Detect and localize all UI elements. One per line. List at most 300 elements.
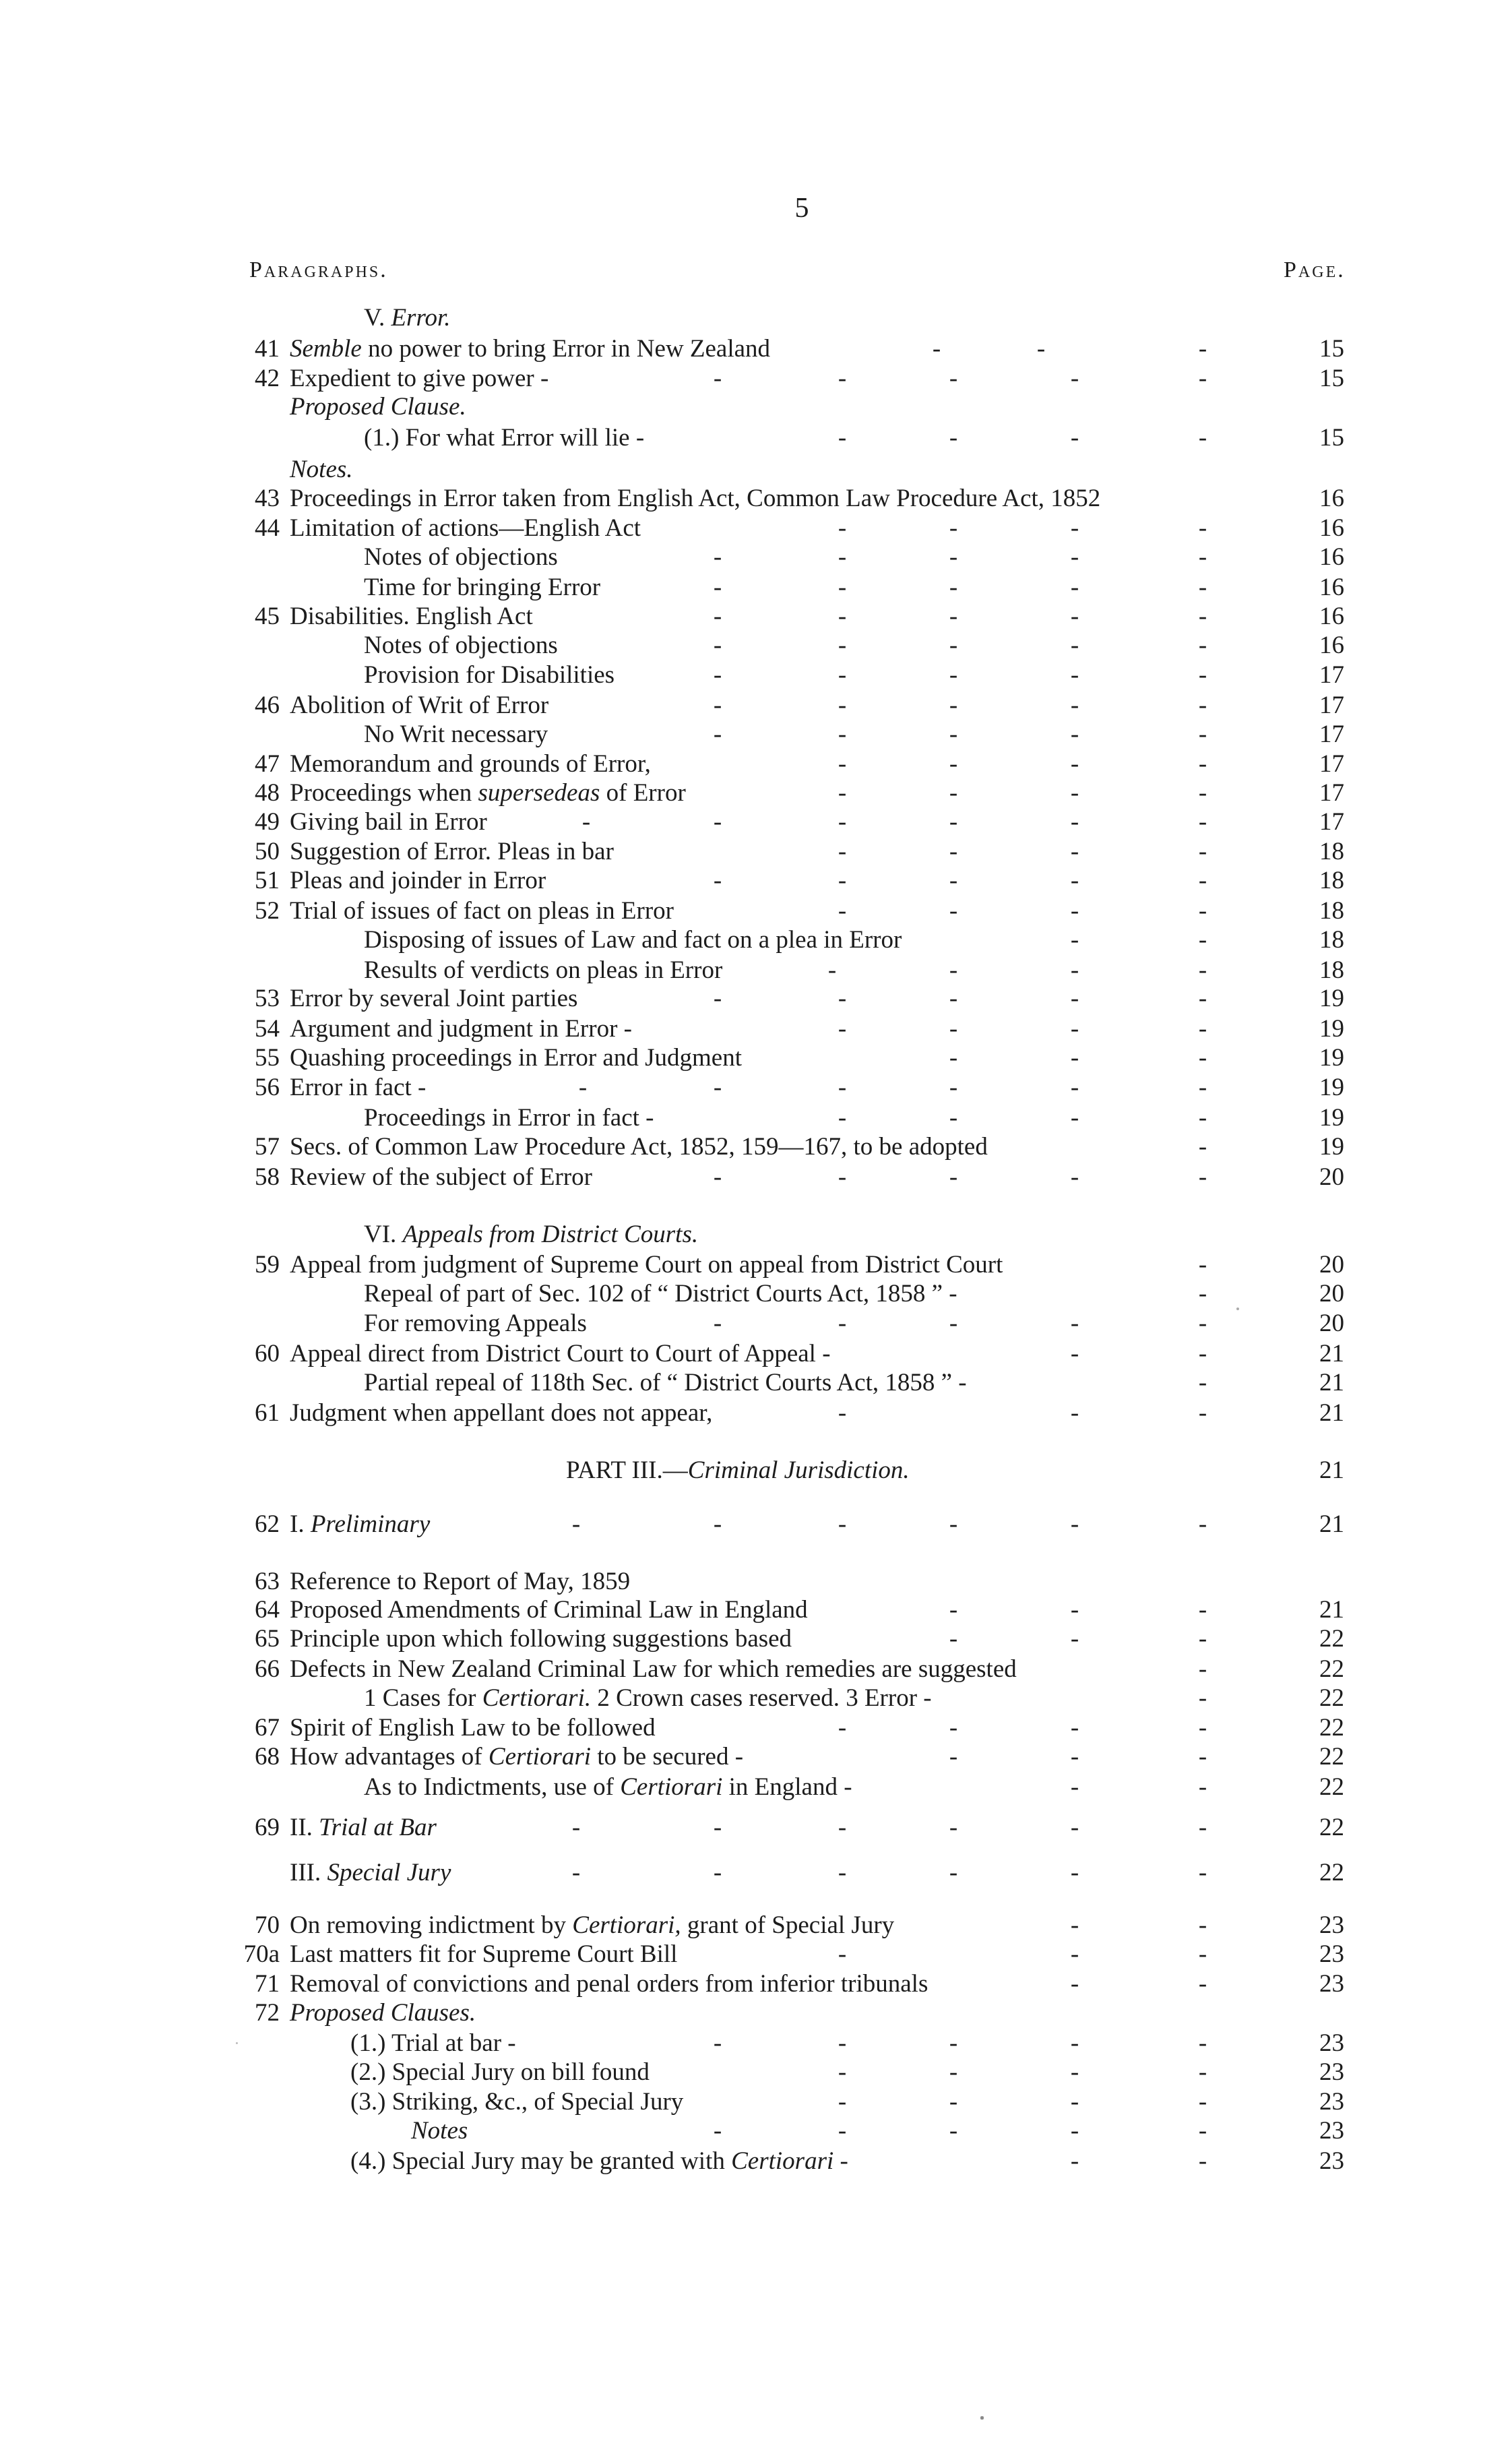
leader-dash: - (1198, 603, 1207, 630)
entry-text-text: Proposed Amendments of Criminal Law in England (290, 1596, 808, 1624)
leader-dash: - (949, 779, 958, 807)
leader-dash: - (949, 808, 958, 836)
leader-dash: - (838, 750, 847, 778)
leader-dash: - (1198, 1625, 1207, 1653)
entry-text-text: Results of verdicts on pleas in Error (364, 956, 723, 984)
entry-title (364, 1309, 587, 1339)
page-reference: 23 (1319, 1911, 1344, 1939)
entry-text-text: For removing Appeals (364, 1310, 587, 1337)
leader-dash: - (1070, 1625, 1079, 1653)
paragraph-number: 59 (255, 1251, 280, 1279)
leader-dash: - (1198, 1911, 1207, 1939)
leader-dash: - (838, 1074, 847, 1101)
entry-pre-text: On removing indictment by (290, 1911, 573, 1939)
entry-title (364, 1773, 852, 1802)
leader-dash: - (838, 1310, 847, 1337)
entry-title (364, 1684, 932, 1713)
entry-text-text: Time for bringing Error (364, 574, 601, 601)
entry-title (566, 1456, 910, 1485)
leader-dash: - (1198, 1814, 1207, 1841)
entry-title (364, 956, 722, 985)
entry-text-text: Provision for Disabilities (364, 661, 615, 689)
leader-dash: - (949, 1104, 958, 1132)
leader-dash: - (838, 1814, 847, 1841)
page-reference: 23 (1319, 1940, 1344, 1968)
toc-entry (0, 2058, 1512, 2087)
page-reference: 19 (1319, 1133, 1344, 1161)
leader-dash: - (1070, 897, 1079, 925)
page-reference: 22 (1319, 1655, 1344, 1683)
entry-text-text: Review of the subject of Error (290, 1163, 592, 1191)
leader-dash: - (949, 1310, 958, 1337)
entry-text-text: Certiorari (620, 1773, 723, 1801)
leader-dash: - (1070, 2147, 1079, 2175)
leader-dash: - (1070, 2058, 1079, 2086)
entry-text-text: Trial at Bar (319, 1814, 437, 1841)
leader-dash: - (1198, 1310, 1207, 1337)
paragraph-number: 42 (255, 365, 280, 392)
paragraph-number: 63 (255, 1568, 280, 1595)
entry-text-text: Repeal of part of Sec. 102 of “ District Courts Act, 1858 ” - (364, 1280, 957, 1308)
entry-text-text: Argument and judgment in Error - (290, 1015, 632, 1043)
paragraph-number: 48 (255, 779, 280, 807)
page-reference: 17 (1319, 808, 1344, 836)
leader-dash: - (1070, 574, 1079, 601)
page-reference: 23 (1319, 2058, 1344, 2086)
leader-dash: - (1198, 574, 1207, 601)
leader-dash: - (1070, 1714, 1079, 1742)
leader-dash: - (1198, 1340, 1207, 1367)
page-reference: 21 (1319, 1340, 1344, 1367)
toc-entry-70 (0, 1911, 1512, 1940)
leader-dash: - (949, 867, 958, 894)
page-reference: 22 (1319, 1814, 1344, 1841)
page-reference: 18 (1319, 838, 1344, 865)
toc-entry-62 (0, 1510, 1512, 1539)
entry-text-text: Expedient to give power - (290, 365, 549, 392)
toc-entry-48 (0, 778, 1512, 808)
leader-dash: - (1198, 691, 1207, 719)
leader-dash: - (1198, 779, 1207, 807)
entry-post-text: no power to bring Error in New Zealand (361, 335, 771, 363)
paragraph-number: 58 (255, 1163, 280, 1191)
leader-dash: - (1036, 335, 1046, 363)
paragraph-number: 72 (255, 1999, 280, 2027)
entry-text-text: Certiorari (488, 1743, 592, 1771)
leader-dash: - (1070, 808, 1079, 836)
toc-entry (0, 1309, 1512, 1339)
leader-dash: - (1198, 985, 1207, 1012)
toc-entry (0, 1103, 1512, 1133)
toc-entry-57 (0, 1132, 1512, 1162)
leader-dash: - (713, 1074, 722, 1101)
entry-text-text: Giving bail in Error (290, 808, 487, 836)
leader-dash: - (1070, 1596, 1079, 1624)
leader-dash: - (1198, 2058, 1207, 2086)
entry-pre-text: II. (290, 1814, 319, 1841)
page-reference: 16 (1319, 485, 1344, 512)
leader-dash: - (571, 1510, 581, 1538)
leader-dash: - (1070, 1970, 1079, 1998)
page-reference: 22 (1319, 1714, 1344, 1742)
leader-dash: - (1198, 2147, 1207, 2175)
entry-pre-text: How advantages of (290, 1743, 489, 1771)
leader-dash: - (949, 1163, 958, 1191)
page-reference: 19 (1319, 1015, 1344, 1043)
entry-title (364, 303, 451, 333)
page-reference: 23 (1319, 2117, 1344, 2145)
page-reference: 21 (1319, 1399, 1344, 1427)
paragraph-number: 44 (255, 514, 280, 542)
leader-dash: - (1070, 1859, 1079, 1886)
entry-text-text: Error by several Joint parties (290, 985, 578, 1012)
leader-dash: - (713, 691, 722, 719)
leader-dash: - (949, 1074, 958, 1101)
entry-title (290, 1713, 656, 1743)
paragraph-number: 70 (255, 1911, 280, 1939)
entry-title (364, 1103, 654, 1133)
leader-dash: - (1070, 632, 1079, 659)
leader-dash: - (713, 1163, 722, 1191)
entry-pre-text: VI. (364, 1221, 403, 1248)
leader-dash: - (838, 1399, 847, 1427)
leader-dash: - (1070, 1399, 1079, 1427)
paragraph-number: 67 (255, 1714, 280, 1742)
paragraph-number: 41 (255, 335, 280, 363)
page-reference: 21 (1319, 1510, 1344, 1538)
toc-entry (0, 925, 1512, 955)
entry-title (290, 1043, 742, 1073)
leader-dash: - (1198, 1251, 1207, 1279)
entry-text-text: Trial of issues of fact on pleas in Error (290, 897, 674, 925)
leader-dash: - (949, 1044, 958, 1072)
entry-text-text: Disabilities. English Act (290, 603, 533, 630)
leader-dash: - (838, 574, 847, 601)
entry-text-text: Certiorari. (482, 1684, 592, 1712)
leader-dash: - (713, 2117, 722, 2145)
leader-dash: - (949, 1510, 958, 1538)
leader-dash: - (949, 2088, 958, 2116)
leader-dash: - (1070, 1074, 1079, 1101)
entry-title (290, 691, 548, 720)
entry-text-text: Pleas and joinder in Error (290, 867, 546, 894)
leader-dash: - (949, 1814, 958, 1841)
leader-dash: - (949, 956, 958, 984)
paragraphs-column-header: Paragraphs. (249, 257, 388, 282)
entry-text-text: Appeal from judgment of Supreme Court on appeal from District Court (290, 1251, 1003, 1279)
page-reference: 23 (1319, 2147, 1344, 2175)
leader-dash: - (1198, 2117, 1207, 2145)
leader-dash: - (1198, 1714, 1207, 1742)
entry-title (290, 749, 651, 779)
page-reference: 23 (1319, 2088, 1344, 2116)
toc-entry (0, 2029, 1512, 2058)
toc-entry (0, 1368, 1512, 1398)
entry-title (290, 1567, 630, 1597)
toc-entry (0, 2087, 1512, 2117)
entry-title (364, 660, 615, 690)
entry-title (364, 720, 548, 749)
entry-text-text: Notes. (290, 456, 353, 483)
page-reference: 22 (1319, 1625, 1344, 1653)
entry-text-text: Disposing of issues of Law and fact on a plea in Error (364, 926, 902, 954)
page-reference: 19 (1319, 985, 1344, 1012)
entry-title (364, 1220, 698, 1250)
leader-dash: - (713, 603, 722, 630)
leader-dash: - (838, 1714, 847, 1742)
page-reference: 21 (1319, 1369, 1344, 1396)
page-reference: 20 (1319, 1163, 1344, 1191)
paragraph-number: 54 (255, 1015, 280, 1043)
leader-dash: - (932, 335, 941, 363)
leader-dash: - (1198, 1399, 1207, 1427)
entry-title (290, 1998, 476, 2028)
entry-title (290, 1250, 1003, 1280)
leader-dash: - (838, 1940, 847, 1968)
entry-title (364, 925, 902, 955)
leader-dash: - (1070, 750, 1079, 778)
entry-text-text: Memorandum and grounds of Error, (290, 750, 651, 778)
leader-dash: - (571, 1859, 581, 1886)
leader-dash: - (838, 2117, 847, 2145)
entry-text-text: (2.) Special Jury on bill found (350, 2058, 650, 2086)
entry-text-text: Proposed Clause. (290, 393, 466, 421)
entry-text-text: No Writ necessary (364, 720, 548, 748)
entry-title (290, 1073, 426, 1103)
leader-dash: - (1198, 543, 1207, 571)
toc-entry (0, 720, 1512, 749)
toc-entry-45 (0, 602, 1512, 632)
leader-dash: - (838, 1163, 847, 1191)
paragraph-number: 71 (255, 1970, 280, 1998)
paragraph-number: 56 (255, 1074, 280, 1101)
leader-dash: - (949, 574, 958, 601)
leader-dash: - (1198, 365, 1207, 392)
toc-entry-55 (0, 1043, 1512, 1073)
leader-dash: - (1070, 365, 1079, 392)
entry-title (350, 2029, 516, 2058)
leader-dash: - (713, 632, 722, 659)
leader-dash: - (1070, 661, 1079, 689)
entry-text-text: Defects in New Zealand Criminal Law for which remedies are suggested (290, 1655, 1017, 1683)
leader-dash: - (1070, 956, 1079, 984)
leader-dash: - (1198, 661, 1207, 689)
entry-title (290, 778, 686, 808)
paragraph-number: 49 (255, 808, 280, 836)
leader-dash: - (949, 514, 958, 542)
leader-dash: - (949, 720, 958, 748)
entry-title (290, 896, 674, 926)
leader-dash: - (838, 897, 847, 925)
leader-dash: - (838, 2029, 847, 2057)
paragraph-number: 57 (255, 1133, 280, 1161)
leader-dash: - (1198, 956, 1207, 984)
leader-dash: - (1198, 1133, 1207, 1161)
leader-dash: - (1198, 1074, 1207, 1101)
entry-title (290, 1858, 451, 1888)
leader-dash: - (1198, 1773, 1207, 1801)
toc-entry (0, 455, 1512, 485)
leader-dash: - (1070, 1911, 1079, 1939)
toc-entry-65 (0, 1624, 1512, 1654)
entry-title (364, 423, 644, 453)
leader-dash: - (838, 838, 847, 865)
leader-dash: - (1070, 720, 1079, 748)
leader-dash: - (1198, 1859, 1207, 1886)
toc-entry (0, 1773, 1512, 1802)
leader-dash: - (1070, 1510, 1079, 1538)
leader-dash: - (838, 1859, 847, 1886)
leader-dash: - (713, 1310, 722, 1337)
page-reference: 22 (1319, 1859, 1344, 1886)
entry-title (290, 1813, 437, 1843)
toc-entry-71 (0, 1969, 1512, 1999)
leader-dash: - (949, 1625, 958, 1653)
leader-dash: - (1070, 1310, 1079, 1337)
toc-entry-67 (0, 1713, 1512, 1743)
leader-dash: - (1198, 1015, 1207, 1043)
toc-entry (0, 543, 1512, 572)
toc-entry (0, 1456, 1512, 1485)
page-reference: 16 (1319, 543, 1344, 571)
entry-title (290, 364, 548, 394)
leader-dash: - (1198, 1655, 1207, 1683)
entry-title (290, 334, 770, 364)
leader-dash: - (1070, 779, 1079, 807)
entry-title (364, 1368, 967, 1398)
entry-title (290, 984, 577, 1014)
leader-dash: - (713, 1814, 722, 1841)
leader-dash: - (838, 632, 847, 659)
leader-dash: - (838, 603, 847, 630)
leader-dash: - (949, 691, 958, 719)
leader-dash: - (713, 808, 722, 836)
entry-pre-text: Proceedings when (290, 779, 478, 807)
toc-entry-60 (0, 1339, 1512, 1369)
leader-dash: - (838, 424, 847, 452)
leader-dash: - (949, 750, 958, 778)
toc-entry-64 (0, 1595, 1512, 1625)
page-reference: 23 (1319, 1970, 1344, 1998)
leader-dash: - (713, 365, 722, 392)
leader-dash: - (1198, 750, 1207, 778)
leader-dash: - (1070, 2117, 1079, 2145)
toc-entry (0, 2147, 1512, 2176)
leader-dash: - (949, 985, 958, 1012)
leader-dash: - (1070, 1015, 1079, 1043)
toc-entry (0, 423, 1512, 453)
leader-dash: - (1070, 1773, 1079, 1801)
entry-text-text: Error in fact - (290, 1074, 427, 1101)
toc-entry (0, 1858, 1512, 1888)
entry-text-text: Proposed Clauses. (290, 1999, 476, 2027)
leader-dash: - (713, 867, 722, 894)
leader-dash: - (949, 661, 958, 689)
entry-title (290, 1014, 632, 1044)
entry-title (290, 807, 487, 837)
entry-text-text: Appeal direct from District Court to Court of Appeal - (290, 1340, 831, 1367)
entry-pre-text: As to Indictments, use of (364, 1773, 621, 1801)
entry-title (290, 837, 614, 867)
toc-entry-59 (0, 1250, 1512, 1280)
entry-title (290, 1655, 1017, 1684)
entry-text-text: Notes (411, 2117, 468, 2145)
entry-title (290, 866, 546, 896)
entry-pre-text: 1 Cases for (364, 1684, 482, 1712)
leader-dash: - (949, 2058, 958, 2086)
page-reference: 15 (1319, 365, 1344, 392)
toc-entry-63 (0, 1567, 1512, 1597)
toc-entry (0, 303, 1512, 333)
entry-text-text: (1.) Trial at bar - (350, 2029, 516, 2057)
leader-dash: - (838, 514, 847, 542)
page-reference: 15 (1319, 335, 1344, 363)
toc-entry-68 (0, 1742, 1512, 1772)
entry-title (290, 1940, 677, 1969)
leader-dash: - (838, 1510, 847, 1538)
leader-dash: - (1198, 838, 1207, 865)
toc-entry-49 (0, 807, 1512, 837)
leader-dash: - (1070, 424, 1079, 452)
paragraph-number: 52 (255, 897, 280, 925)
entry-text-text: Proceedings in Error taken from English Act, Common Law Procedure Act, 1852 (290, 485, 1101, 512)
entry-post-text: grant of Special Jury (681, 1911, 895, 1939)
entry-post-text: - (833, 2147, 848, 2175)
entry-title (290, 392, 466, 422)
paragraph-number: 64 (255, 1596, 280, 1624)
page-reference: 22 (1319, 1743, 1344, 1771)
paragraph-number: 60 (255, 1340, 280, 1367)
leader-dash: - (949, 543, 958, 571)
page-column-header: Page. (1284, 257, 1346, 282)
page-reference: 17 (1319, 779, 1344, 807)
toc-entry-43 (0, 484, 1512, 514)
entry-pre-text: (4.) Special Jury may be granted with (350, 2147, 732, 2175)
leader-dash: - (1198, 1684, 1207, 1712)
toc-entry-50 (0, 837, 1512, 867)
leader-dash: - (1070, 1743, 1079, 1771)
ink-speck (1236, 1308, 1239, 1310)
entry-title (290, 1339, 831, 1369)
leader-dash: - (838, 2058, 847, 2086)
paragraph-number: 43 (255, 485, 280, 512)
entry-text-text: Notes of objections (364, 632, 558, 659)
page-reference: 16 (1319, 574, 1344, 601)
toc-entry (0, 631, 1512, 660)
leader-dash: - (1070, 2088, 1079, 2116)
leader-dash: - (949, 632, 958, 659)
leader-dash: - (1070, 1940, 1079, 1968)
leader-dash: - (949, 1596, 958, 1624)
entry-text-text: Proceedings in Error in fact - (364, 1104, 654, 1132)
entry-post-text: of Error (600, 779, 686, 807)
entry-title (411, 2116, 468, 2146)
leader-dash: - (1198, 1044, 1207, 1072)
leader-dash: - (1198, 1940, 1207, 1968)
page-reference: 18 (1319, 926, 1344, 954)
entry-title (290, 1398, 712, 1428)
page-reference: 17 (1319, 691, 1344, 719)
entry-title (290, 1132, 988, 1162)
leader-dash: - (838, 985, 847, 1012)
entry-title (290, 1624, 792, 1654)
page-reference: 18 (1319, 956, 1344, 984)
entry-text-text: Preliminary (310, 1510, 431, 1538)
entry-text-text: Abolition of Writ of Error (290, 691, 549, 719)
paragraph-number: 66 (255, 1655, 280, 1683)
page-number: 5 (794, 193, 809, 224)
leader-dash: - (838, 2088, 847, 2116)
